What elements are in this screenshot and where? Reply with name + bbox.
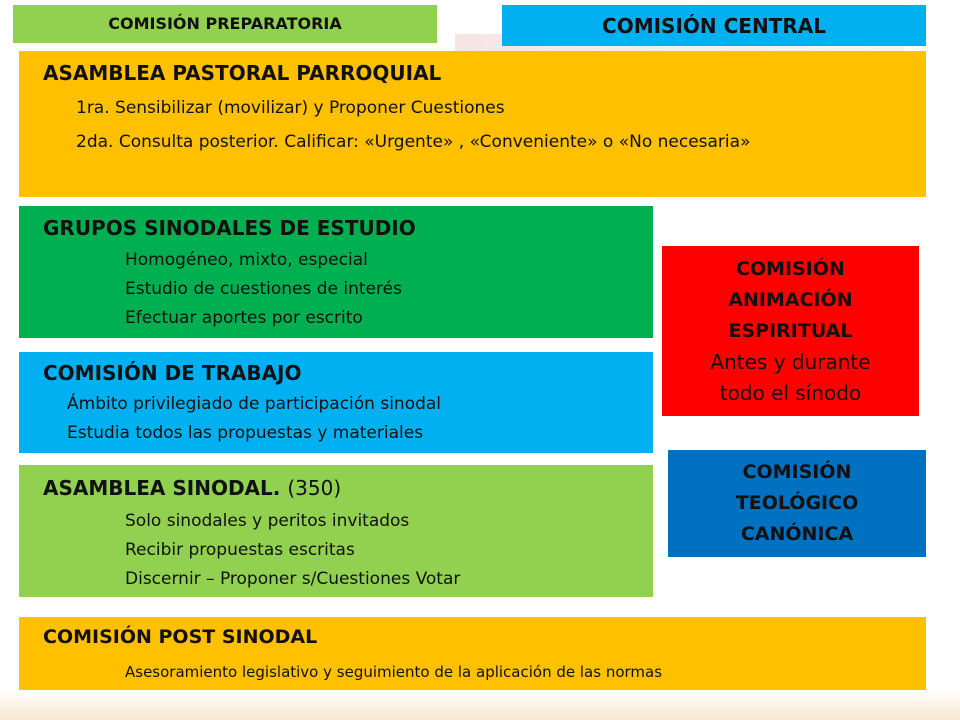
asamblea-sinodal-title-text: ASAMBLEA SINODAL. [43,476,281,500]
asamblea-pastoral-title: ASAMBLEA PASTORAL PARROQUIAL [43,61,442,85]
asamblea-sinodal-item-2: Recibir propuestas escritas [125,540,355,560]
trabajo-item-1: Ámbito privilegiado de participación sinodal [67,394,442,414]
background-decoration [0,692,960,720]
post-sinodal-item: Asesoramiento legislativo y seguimiento de la aplicación de las normas [125,663,663,681]
teologico-title-1: COMISIÓN [742,461,852,483]
animacion-title-3: ESPIRITUAL [728,319,853,342]
grupos-item-2: Estudio de cuestiones de interés [125,279,402,299]
animacion-text-2: todo el sínodo [719,380,862,405]
teologico-title-3: CANÓNICA [740,523,854,545]
trabajo-item-2: Estudia todos las propuestas y materiales [67,423,424,443]
asamblea-sinodal-item-3: Discernir – Proponer s/Cuestiones Votar [125,569,461,589]
comision-animacion-box [662,246,919,416]
comision-trabajo-title: COMISIÓN DE TRABAJO [43,361,302,385]
comision-post-sinodal-box [19,617,926,690]
grupos-sinodales-title: GRUPOS SINODALES DE ESTUDIO [43,216,416,240]
asamblea-sinodal-box [19,465,653,597]
comision-preparatoria-box [13,5,437,43]
grupos-item-3: Efectuar aportes por escrito [125,308,363,328]
animacion-title-1: COMISIÓN [736,257,845,280]
asamblea-pastoral-item-2: 2da. Consulta posterior. Calificar: «Urgente» , «Conveniente» o «No necesaria» [76,132,751,152]
comision-post-sinodal-title: COMISIÓN POST SINODAL [43,626,318,648]
animacion-text-1: Antes y durante [710,349,871,374]
asamblea-pastoral-box [19,51,926,197]
comision-trabajo-box [19,352,653,453]
comision-teologico-box [668,450,926,557]
grupos-sinodales-box [19,206,653,338]
teologico-title-2: TEOLÓGICO [735,492,859,514]
comision-central-box [502,5,926,46]
comision-preparatoria-label: COMISIÓN PREPARATORIA [108,14,342,33]
asamblea-sinodal-item-1: Solo sinodales y peritos invitados [125,511,410,531]
comision-central-label: COMISIÓN CENTRAL [602,14,826,38]
asamblea-pastoral-item-1: 1ra. Sensibilizar (movilizar) y Proponer Cuestiones [76,98,505,118]
grupos-item-1: Homogéneo, mixto, especial [125,250,368,270]
asamblea-sinodal-count: (350) [287,476,342,500]
animacion-title-2: ANIMACIÓN [728,288,853,311]
asamblea-sinodal-title [43,476,341,500]
